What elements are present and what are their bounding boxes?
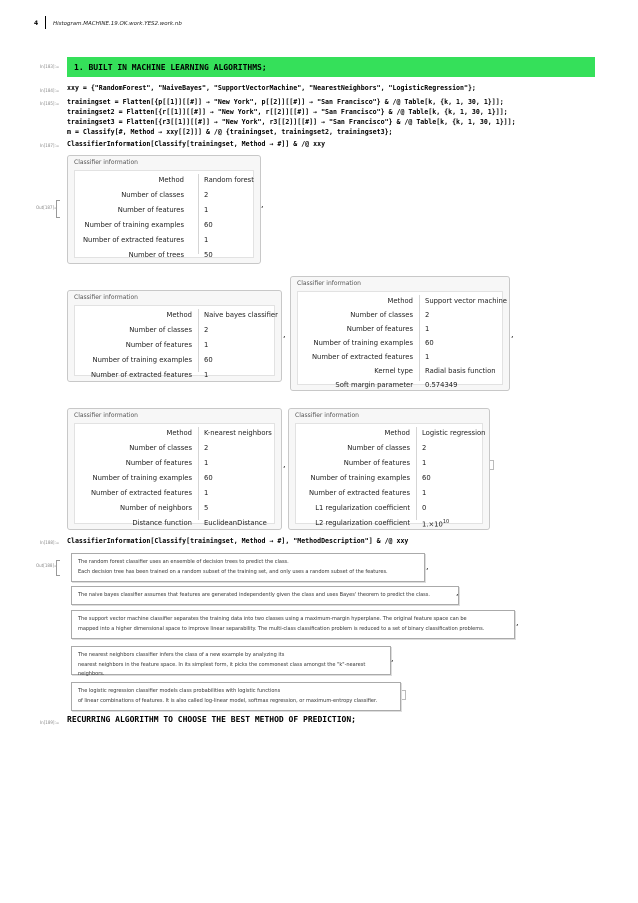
row-key: Method <box>166 311 192 319</box>
section-heading-recurring-algorithm[interactable]: RECURRING ALGORITHM TO CHOOSE THE BEST METHOD OF PREDICTION; <box>67 715 356 724</box>
description-line: The logistic regression classifier models class probabilities with logistic functions <box>78 688 281 694</box>
row-value: 50 <box>204 251 213 259</box>
row-key: Number of classes <box>350 311 413 319</box>
row-key: L2 regularization coefficient <box>315 519 410 527</box>
classifier-panel-naive-bayes[interactable] <box>67 290 282 382</box>
list-separator: , <box>426 562 429 571</box>
row-value: 60 <box>425 339 434 347</box>
row-value: Radial basis function <box>425 367 496 375</box>
classifier-panel-random-forest[interactable] <box>67 155 261 264</box>
list-separator: , <box>283 330 286 339</box>
section-title: 1. BUILT IN MACHINE LEARNING ALGORITHMS; <box>74 63 267 72</box>
panel-title: Classifier information <box>297 280 361 287</box>
row-value: 1 <box>422 459 427 467</box>
panel-table <box>74 305 278 379</box>
row-value: 2 <box>204 444 209 452</box>
description-line: mapped into a higher dimensional space to improve linear separability. The multi-class classification problem is reduced to a set of binary classification problems. <box>78 625 485 632</box>
document-title: Histogram.MACHINE.19.OK.work.YES2.work.nb <box>53 21 182 27</box>
list-separator: , <box>456 588 459 597</box>
row-value: 60 <box>422 474 431 482</box>
row-value: 2 <box>204 326 209 334</box>
row-value: 2 <box>422 444 427 452</box>
row-value: 1 <box>204 236 209 244</box>
row-value: 60 <box>204 356 213 364</box>
row-value: 1 <box>425 353 430 361</box>
row-value: Support vector machine <box>425 297 507 305</box>
value-mantissa: 1.×10 <box>422 520 443 529</box>
row-value: 1 <box>204 371 209 379</box>
description-line: The naive bayes classifier assumes that features are generated independently given the class and uses Bayes' theorem to predict the class. <box>78 592 430 598</box>
description-line: The nearest neighbors classifier infers the class of a new example by analyzing its <box>78 652 285 658</box>
code-line-trainingset3[interactable]: trainingset3 = Flatten[{r3[[1]][[#]] → "New York", r3[[2]][[#]] → "San Francisco"} & /@ Table[k, {k, 1, 30, 1}]]; <box>67 118 516 126</box>
row-value: EuclideanDistance <box>204 519 267 527</box>
panel-title: Classifier information <box>74 159 138 166</box>
list-separator: , <box>261 200 264 209</box>
row-key: Number of features <box>117 206 184 214</box>
description-line: The random forest classifier uses an ensemble of decision trees to predict the class. <box>78 559 289 565</box>
row-key: Number of classes <box>121 191 184 199</box>
code-line-xxy[interactable]: xxy = {"RandomForest", "NaiveBayes", "SupportVectorMachine", "NearestNeighbors", "LogisticRegression"}; <box>67 84 476 92</box>
row-key: Number of classes <box>129 326 192 334</box>
row-value: 1 <box>204 341 209 349</box>
row-value: Logistic regression <box>422 429 486 437</box>
row-key: Number of extracted features <box>90 489 192 497</box>
header-divider <box>45 16 46 29</box>
row-value: 1 <box>204 459 209 467</box>
output-list-bracket <box>56 560 60 576</box>
row-key: Soft margin parameter <box>335 381 413 389</box>
row-key: Number of training examples <box>92 356 192 364</box>
row-key: Kernel type <box>374 367 413 375</box>
row-key: Number of training examples <box>92 474 192 482</box>
cell-label-in184: In[184]:= <box>40 88 60 93</box>
code-line-trainingset2[interactable]: trainingset2 = Flatten[{r[[1]][[#]] → "New York", r[[2]][[#]] → "San Francisco"} & /@ Table[k, {k, 1, 30, 1}]]; <box>67 108 508 116</box>
row-key: Number of extracted features <box>311 353 413 361</box>
row-key: Number of extracted features <box>308 489 410 497</box>
row-key: Number of classes <box>129 444 192 452</box>
row-key: Number of extracted features <box>82 236 184 244</box>
row-key: Number of features <box>125 459 192 467</box>
row-key: Number of training examples <box>313 339 413 347</box>
code-line-method-description[interactable]: ClassifierInformation[Classify[trainingset, Method → #], "MethodDescription"] & /@ xxy <box>67 537 409 545</box>
row-value: 5 <box>204 504 209 512</box>
output-closing-mark <box>490 460 494 470</box>
panel-title: Classifier information <box>74 294 138 301</box>
description-naive-bayes[interactable] <box>71 586 459 605</box>
list-separator: , <box>391 654 394 663</box>
row-key: Number of features <box>125 341 192 349</box>
description-line: The support vector machine classifier separates the training data into two classes using a maximum-margin hyperplane. The original feature space can be <box>78 616 467 622</box>
page-number: 4 <box>34 20 39 27</box>
description-line: of linear combinations of features. It is also called log-linear model, softmax regression, or maximum-entropy classifier. <box>78 697 378 704</box>
row-key: Method <box>166 429 192 437</box>
description-nearest-neighbors[interactable] <box>71 646 391 675</box>
row-key: Number of trees <box>128 251 184 259</box>
output-list-bracket <box>56 200 60 218</box>
panel-table <box>74 170 254 258</box>
cell-label-out188: Out[188]= <box>36 563 58 568</box>
row-value: 2 <box>425 311 430 319</box>
row-value: 2 <box>204 191 209 199</box>
description-svm[interactable] <box>71 610 515 639</box>
row-key: Number of training examples <box>310 474 410 482</box>
output-closing-mark <box>402 690 406 700</box>
row-value: Random forest <box>204 176 254 184</box>
panel-title: Classifier information <box>295 412 359 419</box>
cell-label-in189: In[189]:= <box>40 720 60 725</box>
row-value: 1 <box>204 489 209 497</box>
row-value: 1 <box>425 325 430 333</box>
row-value: 60 <box>204 474 213 482</box>
row-value: Naive bayes classifier <box>204 311 278 319</box>
row-value: 0 <box>422 504 427 512</box>
cell-label-out187: Out[187]= <box>36 205 58 210</box>
row-key: Method <box>384 429 410 437</box>
cell-label-in188: In[188]:= <box>40 540 60 545</box>
panel-title: Classifier information <box>74 412 138 419</box>
row-value: 0.574349 <box>425 381 458 389</box>
row-key: Number of features <box>346 325 413 333</box>
row-key: L1 regularization coefficient <box>315 504 410 512</box>
row-key: Number of training examples <box>84 221 184 229</box>
cell-label-in185: In[185]:= <box>40 101 60 106</box>
row-value: 1 <box>422 489 427 497</box>
code-line-trainingset[interactable]: trainingset = Flatten[{p[[1]][[#]] → "New York", p[[2]][[#]] → "San Francisco"} & /@ Table[k, {k, 1, 30, 1}]]; <box>67 98 504 106</box>
description-line: Each decision tree has been trained on a random subset of the training set, and only uses a random subset of the features. <box>78 568 388 575</box>
row-value: K-nearest neighbors <box>204 429 272 437</box>
row-key: Distance function <box>132 519 192 527</box>
classifier-panel-svm[interactable] <box>290 276 510 391</box>
code-line-classify[interactable]: m = Classify[#, Method → xxy[[2]]] & /@ {trainingset, trainingset2, trainingset3}; <box>67 128 393 136</box>
description-random-forest[interactable] <box>71 553 425 582</box>
row-value: 1 <box>204 206 209 214</box>
list-separator: , <box>283 460 286 469</box>
row-value: 60 <box>204 221 213 229</box>
row-value <box>422 519 449 528</box>
classifier-panel-nearest-neighbors[interactable] <box>67 408 282 530</box>
cell-label-in187: In[187]:= <box>40 143 60 148</box>
description-line: nearest neighbors in the feature space. In its simplest form, it picks the commonest class amongst the "k"-nearest neighbors. <box>78 661 366 677</box>
value-exponent: 10 <box>442 519 450 525</box>
cell-label-in183: In[183]:= <box>40 64 60 69</box>
panel-table <box>74 423 275 527</box>
panel-table <box>297 291 507 389</box>
row-key: Method <box>387 297 413 305</box>
row-key: Number of features <box>343 459 410 467</box>
description-logistic-regression[interactable] <box>71 682 401 711</box>
classifier-panel-logistic-regression[interactable] <box>288 408 490 530</box>
row-key: Number of neighbors <box>120 504 192 512</box>
code-line-classifier-information[interactable]: ClassifierInformation[Classify[trainingset, Method → #]] & /@ xxy <box>67 140 326 148</box>
row-key: Number of extracted features <box>90 371 192 379</box>
row-key: Method <box>158 176 184 184</box>
list-separator: , <box>516 618 519 627</box>
list-separator: , <box>511 330 514 339</box>
row-key: Number of classes <box>347 444 410 452</box>
